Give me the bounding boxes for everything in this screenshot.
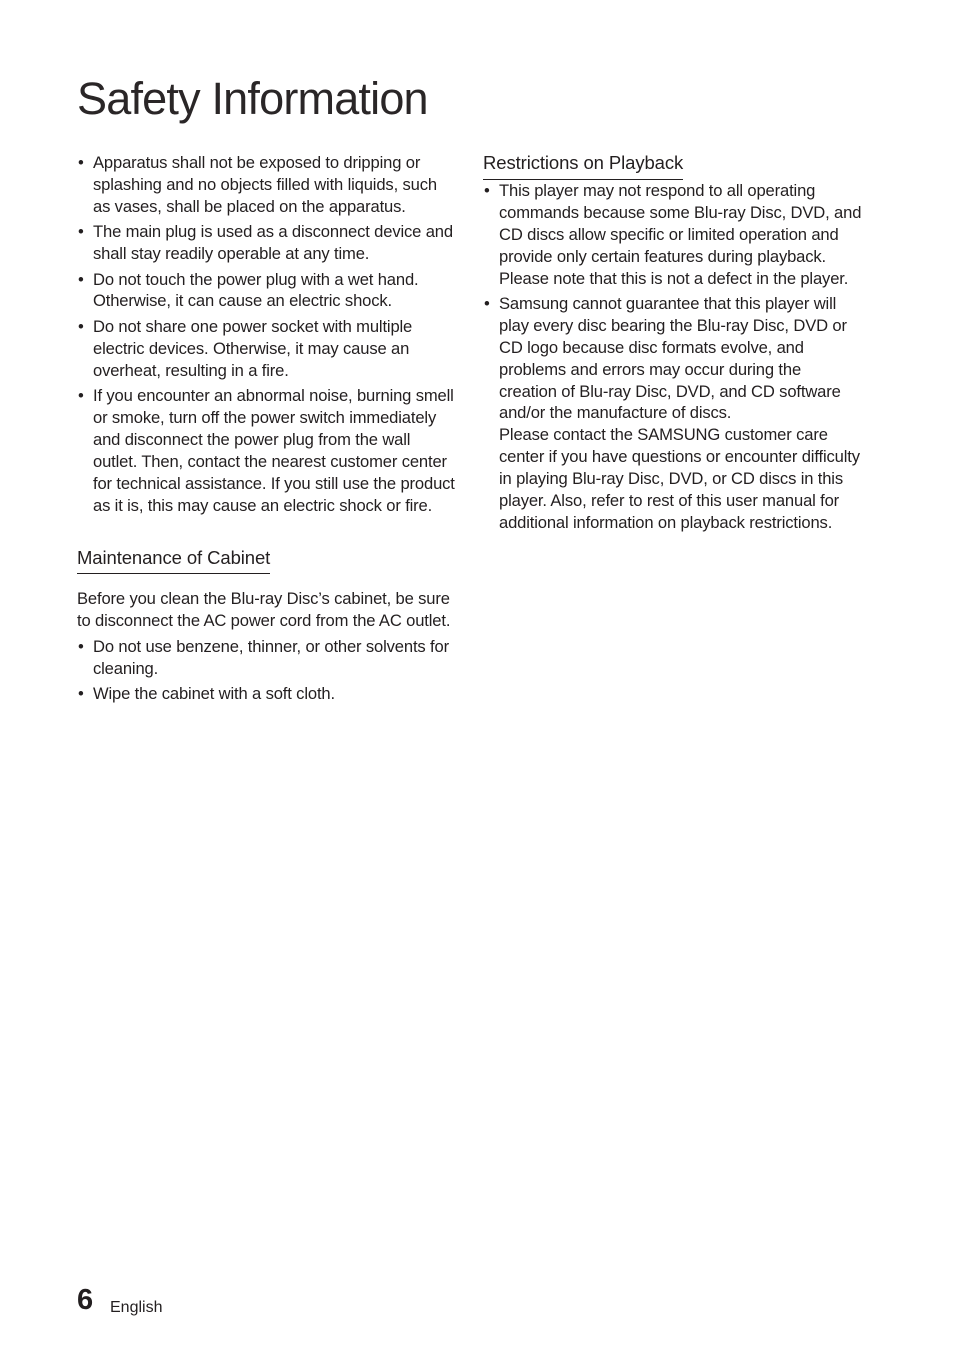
list-item (77, 316, 455, 382)
list-item (77, 152, 455, 218)
list-item-note: Please contact the SAMSUNG customer care center if you have questions or encounter difficulty in playing Blu-ray Disc, DVD, or CD discs in this player. Also, refer to rest of this user manual for additional information on playback restrictions. (499, 425, 860, 532)
bullet-icon: • (78, 386, 84, 406)
page-title: Safety Information (77, 73, 428, 124)
maintenance-heading: Maintenance of Cabinet (77, 547, 270, 575)
list-item-text: Wipe the cabinet with a soft cloth. (93, 684, 335, 704)
restrictions-heading: Restrictions on Playback (483, 152, 683, 180)
bullet-icon: • (484, 180, 490, 200)
maintenance-intro: Before you clean the Blu-ray Disc’s cabinet, be sure to disconnect the AC power cord from the AC outlet. (77, 589, 451, 631)
list-item-text: This player may not respond to all operating commands because some Blu-ray Disc, DVD, and CD discs allow specific or limited operation and provide only certain features during playback. (499, 180, 862, 266)
list-item (483, 293, 863, 534)
list-item (483, 180, 863, 290)
list-item-text: If you encounter an abnormal noise, burning smell or smoke, turn off the power switch immediately and disconnect the power plug from the wall outlet. Then, contact the nearest customer center for technical assistance. If you still use the product as it is, this may cause an electric shock or fire. (93, 386, 455, 515)
list-item-text: Samsung cannot guarantee that this player will play every disc bearing the Blu-ray Disc, DVD or CD logo because disc formats evolve, and problems and errors may occur during the creation of Blu-ray Disc, DVD, and CD software and/or the manufacture of discs. (499, 293, 847, 423)
list-item-text: Apparatus shall not be exposed to dripping or splashing and no objects filled with liquids, such as vases, shall be placed on the apparatus. (93, 153, 437, 216)
page-number: 6 (77, 1284, 94, 1316)
bullet-icon: • (78, 636, 84, 656)
page-language: English (110, 1299, 163, 1316)
bullet-icon: • (78, 222, 84, 242)
list-item (77, 221, 455, 265)
list-item-note: Please note that this is not a defect in the player. (499, 268, 849, 288)
maintenance-bullet-list (77, 636, 455, 705)
bullet-icon: • (484, 293, 490, 313)
restrictions-bullet-list (483, 180, 863, 534)
bullet-icon: • (78, 316, 84, 336)
bullet-icon: • (78, 269, 84, 289)
bullet-icon: • (78, 153, 84, 172)
list-item (77, 385, 455, 516)
list-item-text: Do not touch the power plug with a wet hand. Otherwise, it can cause an electric shock. (93, 269, 419, 311)
list-item (77, 683, 455, 705)
right-column (483, 152, 863, 537)
left-column (77, 152, 455, 708)
list-item-text: Do not use benzene, thinner, or other solvents for cleaning. (93, 636, 449, 678)
list-item-text: The main plug is used as a disconnect device and shall stay readily operable at any time. (93, 222, 453, 264)
list-item-text: Do not share one power socket with multiple electric devices. Otherwise, it may cause an overheat, resulting in a fire. (93, 316, 413, 380)
maintenance-section (77, 547, 455, 705)
list-item (77, 269, 455, 313)
bullet-icon: • (78, 684, 84, 704)
list-item (77, 636, 455, 680)
safety-bullet-list (77, 152, 455, 517)
